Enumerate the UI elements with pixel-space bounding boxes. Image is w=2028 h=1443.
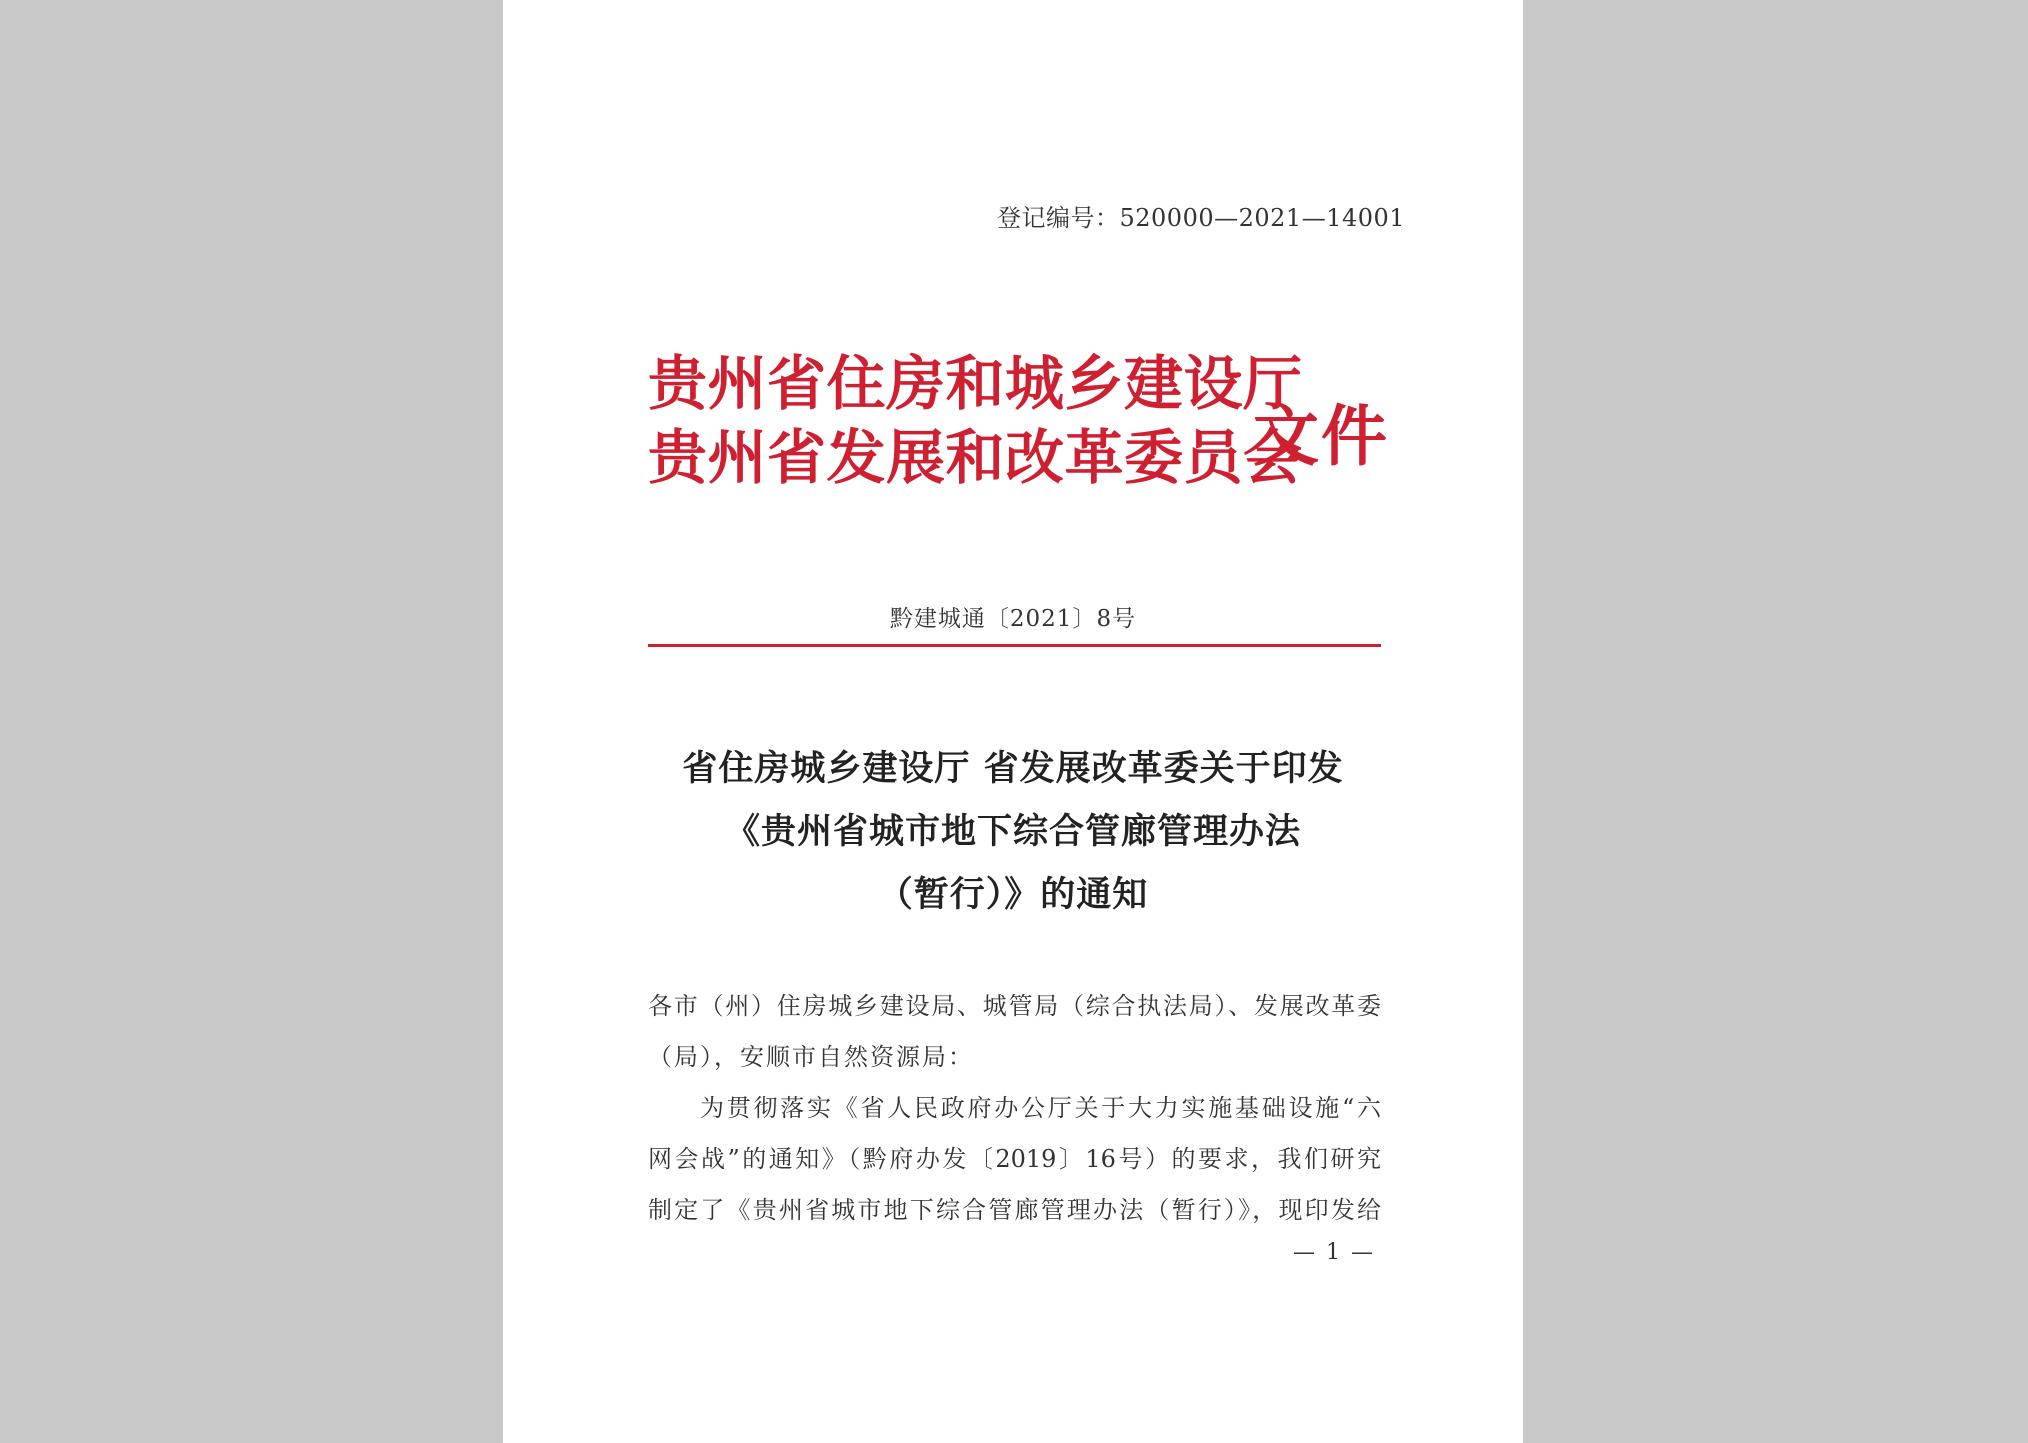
document-body [648, 981, 1381, 1236]
body-line: （局），安顺市自然资源局： [648, 1043, 974, 1071]
red-divider [648, 644, 1381, 647]
title-line: （暂行）》的通知 [877, 874, 1149, 915]
body-line: 网会战”的通知》（黔府办发〔2019〕16号）的要求，我们研究 [648, 1145, 1381, 1173]
title-line: 省住房城乡建设厅 省发展改革委关于印发 [682, 748, 1344, 789]
issuer-block [648, 347, 1303, 495]
issuer-line: 贵州省住房和城乡建设厅 [648, 349, 1303, 418]
issuer-line: 贵州省发展和改革委员会 [648, 423, 1303, 492]
document-number: 黔建城通〔2021〕8号 [889, 606, 1137, 632]
page-number: — 1 — [1293, 1240, 1375, 1265]
title-line: 《贵州省城市地下综合管廊管理办法 [724, 811, 1301, 852]
body-line: 制定了《贵州省城市地下综合管廊管理办法（暂行）》，现印发给 [648, 1196, 1381, 1224]
body-line: 各市（州）住房城乡建设局、城管局（综合执法局）、发展改革委 [648, 992, 1381, 1020]
document-word: 文件 [1253, 397, 1389, 475]
body-line: 为贯彻落实《省人民政府办公厅关于大力实施基础设施“六 [700, 1094, 1381, 1122]
document-title [503, 737, 1523, 926]
registration-number: 登记编号：520000—2021—14001 [997, 204, 1406, 232]
document-page [503, 0, 1523, 1443]
